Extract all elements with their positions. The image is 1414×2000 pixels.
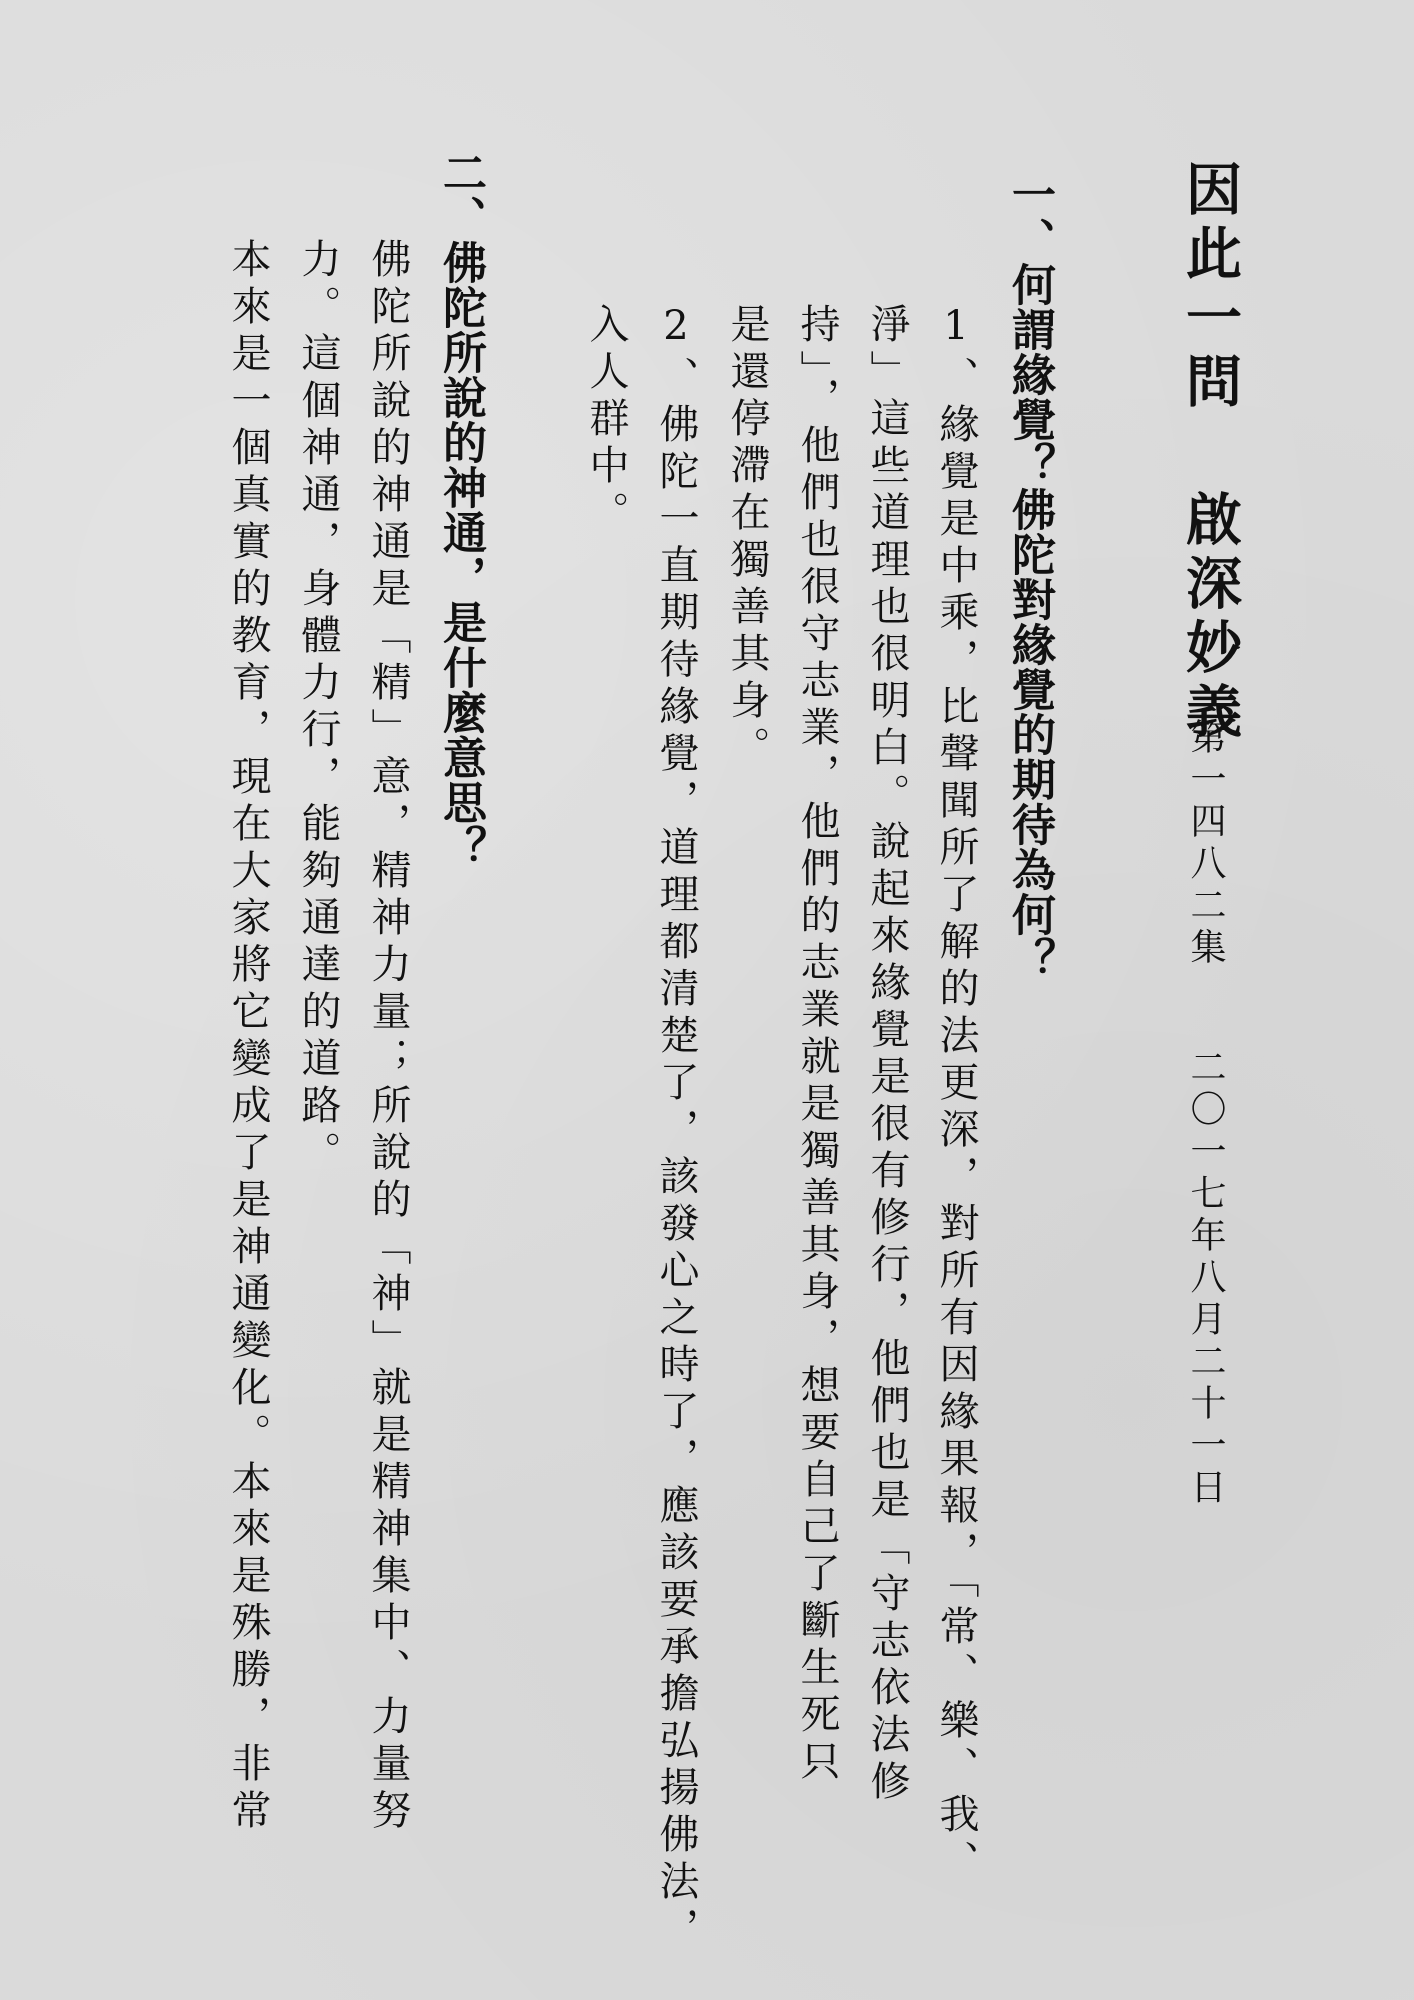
page-title: 因此一問 啟深妙義 [1177, 160, 1243, 746]
section-2-line-3: 本來是一個真實的教育，現在大家將它變成了是神通變化。本來是殊勝，非常 [225, 238, 271, 1836]
section-1-point-1-line-1: 1、緣覺是中乘，比聲聞所了解的法更深，對所有因緣果報，「常、樂、我、 [933, 303, 979, 1887]
section-1-point-1-line-3: 持」，他們也很守志業，他們的志業就是獨善其身，想要自己了斷生死只 [794, 303, 840, 1787]
section-2-line-2: 力。這個神通，身體力行，能夠通達的道路。 [295, 238, 341, 1178]
section-2-heading: 二、佛陀所說的神通，是什麼意思？ [435, 150, 486, 870]
episode-number: 第一四八二集 [1185, 718, 1226, 970]
section-1-point-1-line-2: 淨」這些道理也很明白。說起來緣覺是很有修行，他們也是「守志依法修 [864, 303, 910, 1807]
section-1-point-1-line-4: 是還停滯在獨善其身。 [724, 303, 770, 773]
episode-date: 二〇一七年八月二十一日 [1185, 1048, 1226, 1510]
section-1-point-2-line-1: 2、佛陀一直期待緣覺，道理都清楚了，該發心之時了，應該要承擔弘揚佛法， [653, 303, 699, 1954]
section-1-point-2-line-2: 入人群中。 [583, 303, 629, 538]
section-2-line-1: 佛陀所說的神通是「精」意，精神力量；所說的「神」就是精神集中、力量努 [365, 238, 411, 1836]
section-1-heading: 一、何謂緣覺？佛陀對緣覺的期待為何？ [1004, 172, 1055, 982]
